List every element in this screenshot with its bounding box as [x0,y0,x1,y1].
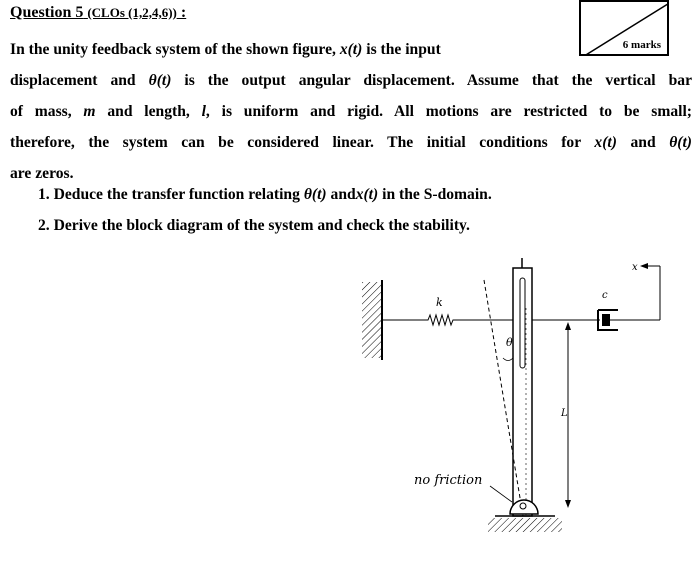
marks-label: 6 marks [622,39,661,51]
math-l: l [201,103,206,120]
damper [598,310,660,330]
math-x-t: x(t) [355,186,379,203]
task-list [38,179,492,241]
spring-label: k [436,296,443,309]
paragraph-line-3 [10,96,692,127]
math-theta-t: θ(t) [669,134,692,151]
theta-arc [503,358,513,361]
math-x-t: x(t) [339,41,363,58]
text-run: and [630,134,656,151]
system-figure [340,248,700,562]
math-theta-t: θ(t) [303,186,327,203]
damper-label: c [602,290,608,301]
wall-hatch [362,282,382,358]
math-theta-t: θ(t) [148,72,172,89]
question-heading [10,4,186,22]
paragraph-line-2 [10,65,692,96]
spring [382,315,516,325]
title-colon: : [176,4,187,21]
length-arrowhead-top [565,322,571,330]
text-run: and length, [107,103,190,120]
question-paragraph [10,34,692,189]
text-run: Deduce the transfer function relating [53,186,300,203]
math-m: m [83,103,96,120]
friction-pointer [490,486,512,502]
paragraph-line-1 [10,34,692,65]
input-arrowhead [640,263,648,269]
question-title: Question 5 [10,4,84,21]
text-run: is the input [366,41,441,58]
ground-hatch [488,518,562,532]
text-run: , is uniform and rigid. All motions are restricted to be small; [205,103,692,120]
text-run: is the output angular displacement. Assume that the vertical bar [184,72,692,89]
pivot-pin [520,503,526,509]
task-item-1 [38,179,492,210]
text-run: and [330,186,356,203]
theta-label: θ [506,336,513,349]
text-run: in the S-domain. [382,186,492,203]
math-x-t: x(t) [594,134,617,151]
text-run: therefore, the system can be considered linear. The initial conditions for [10,134,581,151]
task-number: 1. [38,186,50,203]
length-arrowhead-bottom [565,500,571,508]
text-run: displacement and [10,72,136,89]
bar-slot [520,278,525,368]
task-item-2 [38,210,492,241]
task-number: 2. [38,217,50,234]
text-run: are zeros. [10,165,74,182]
clos-label: (CLOs (1,2,4,6)) [87,5,177,20]
paragraph-line-4 [10,127,692,158]
length-label: L [561,408,568,419]
text-run: In the unity feedback system of the shown figure, [10,41,336,58]
friction-label: no friction [414,473,483,488]
input-x-label: x [632,262,638,273]
text-run: of mass, [10,103,72,120]
text-run: Derive the block diagram of the system and check the stability. [53,217,470,234]
